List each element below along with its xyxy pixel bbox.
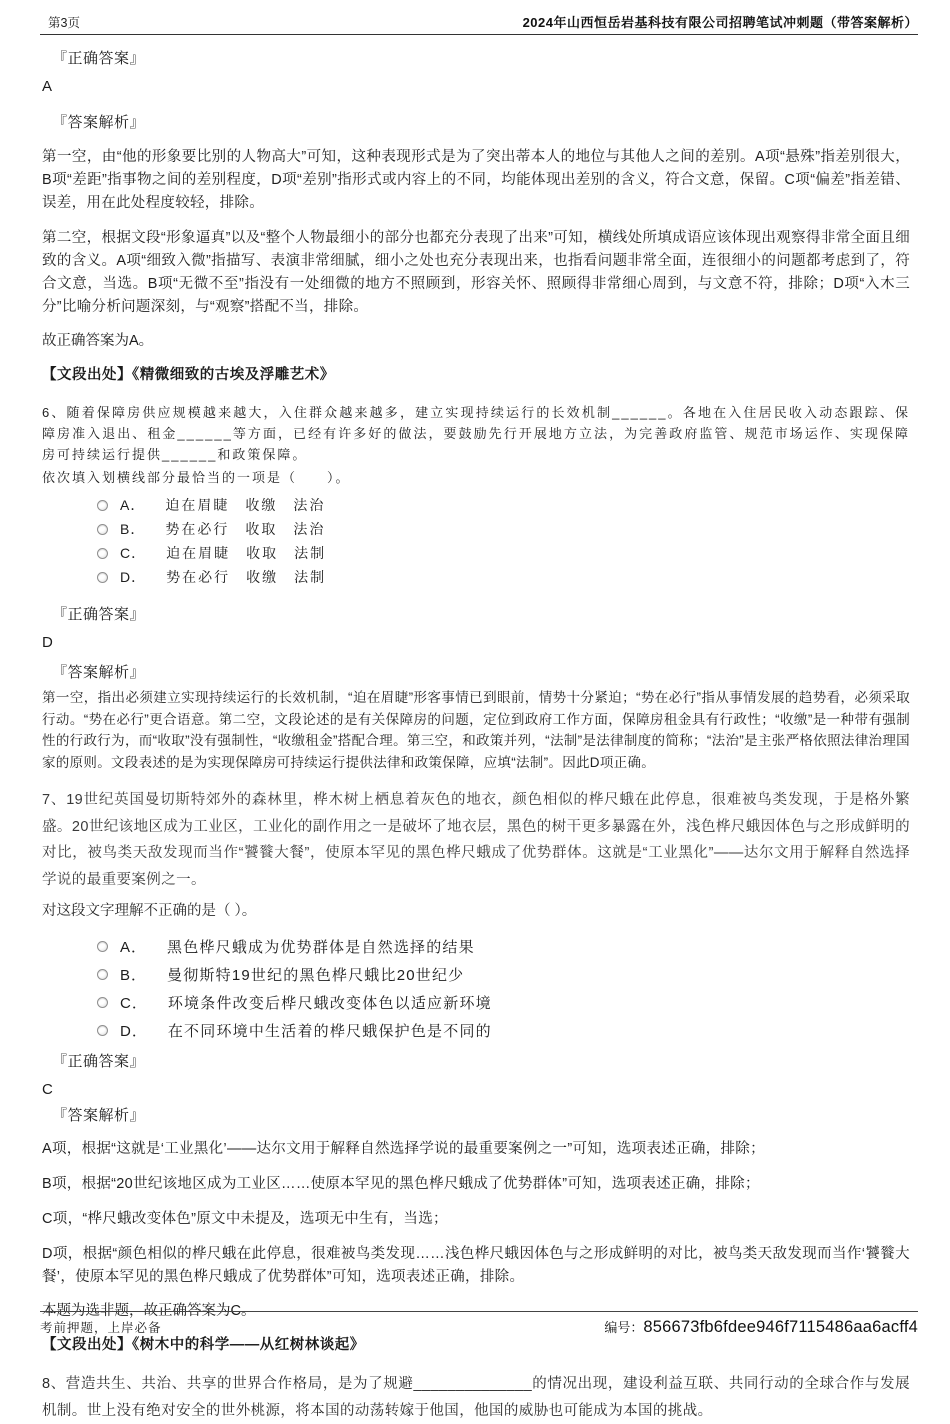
radio-button[interactable]: [97, 500, 108, 511]
analysis-paragraph: 第二空，根据文段“形象逼真”以及“整个人物最细小的部分也都充分表现了出来”可知，横线处所填成语应该体现出观察得非常全面且细致的含义。A项“细致入微”指描写、表演非常细腻，细小之处也充分表现出来，也指看问题非常全面，连很细小的问题都考虑到了，符合文意，当选。B项“无微不至”指没有一处细微的地方不照顾到，形容关怀、照顾得非常细心周到，与文意不符，排除；D项“入木三分”比喻分析问题深刻，与“观察”搭配不当，排除。: [42, 230, 910, 315]
option-row-c[interactable]: [42, 541, 910, 565]
option-row-d[interactable]: [42, 1016, 910, 1044]
option-row-b[interactable]: [42, 517, 910, 541]
options-list: [42, 932, 910, 1044]
page-content: [0, 49, 950, 1424]
correct-answer-label: 『正确答案』: [52, 1053, 146, 1070]
option-text: 迫在眉睫 收取 法制: [166, 545, 327, 561]
question-stem: 8、营造共生、共治、共享的世界合作格局，是为了规避______________的情况出现，建设利益互联、共同行动的全球合作与发展机制。世上没有绝对安全的世外桃源，将本国的动荡转嫁于他国，他国的威胁也可能成为本国的挑战。: [42, 1376, 910, 1419]
analysis-label: 『答案解析』: [52, 664, 146, 681]
question-prompt: 对这段文字理解不正确的是（ ）。: [42, 903, 257, 919]
option-text: 曼彻斯特19世纪的黑色桦尺蛾比20世纪少: [167, 966, 465, 984]
option-row-b[interactable]: [42, 960, 910, 988]
radio-button[interactable]: [97, 572, 108, 583]
analysis-label: 『答案解析』: [52, 114, 146, 131]
page-header: [40, 0, 918, 35]
question-8-section: [42, 1371, 910, 1424]
conclusion-text: 故正确答案为A。: [42, 333, 154, 349]
question-7-section: [42, 787, 910, 1357]
options-list: [42, 493, 910, 589]
option-text: 黑色桦尺蛾成为优势群体是自然选择的结果: [167, 938, 475, 956]
radio-button[interactable]: [97, 1025, 108, 1036]
conclusion-text: 本题为选非题，故正确答案为C。: [42, 1303, 256, 1319]
radio-button[interactable]: [97, 548, 108, 559]
analysis-paragraph: A项，根据“这就是‘工业黑化’——达尔文用于解释自然选择学说的最重要案例之一”可知，选项表述正确，排除；: [42, 1141, 765, 1157]
question-6-section: [42, 402, 910, 773]
answer-section-q5: [42, 49, 910, 387]
radio-button[interactable]: [97, 941, 108, 952]
correct-answer-label: 『正确答案』: [52, 50, 146, 67]
passage-source: 【文段出处】《精微细致的古埃及浮雕艺术》: [42, 367, 335, 383]
option-text: 势在必行 收取 法治: [165, 521, 326, 537]
option-text: 在不同环境中生活着的桦尺蛾保护色是不同的: [167, 1022, 492, 1040]
option-label: C．: [120, 994, 148, 1012]
option-label: B．: [120, 966, 148, 984]
analysis-label: 『答案解析』: [52, 1107, 146, 1124]
page-number: 第3页: [48, 16, 80, 30]
option-row-a[interactable]: [42, 493, 910, 517]
document-title: 2024年山西恒岳岩基科技有限公司招聘笔试冲刺题（带答案解析）: [522, 15, 918, 30]
analysis-paragraph: C项，“桦尺蛾改变体色”原文中未提及，选项无中生有，当选；: [42, 1211, 448, 1227]
option-row-d[interactable]: [42, 565, 910, 589]
correct-answer-label: 『正确答案』: [52, 606, 146, 623]
question-prompt: 依次填入划横线部分最恰当的一项是（ ）。: [42, 470, 351, 485]
footer-slogan: 考前押题，上岸必备: [40, 1321, 162, 1335]
correct-answer-value: C: [42, 1081, 53, 1098]
document-code: [604, 1317, 918, 1337]
radio-button[interactable]: [97, 969, 108, 980]
option-text: 势在必行 收缴 法制: [166, 569, 327, 585]
passage-source: 【文段出处】《树木中的科学——从红树林谈起》: [42, 1337, 365, 1353]
analysis-paragraph: D项，根据“颜色相似的桦尺蛾在此停息，很难被鸟类发现……浅色桦尺蛾因体色与之形成鲜明的对比，被鸟类天敌发现而当作‘饕餮大餐’，使原本罕见的黑色桦尺蛾成了优势群体”可知，选项表述正确，排除。: [42, 1246, 910, 1285]
analysis-paragraph: 第一空，指出必须建立实现持续运行的长效机制，“迫在眉睫”形客事情已到眼前，情势十分紧迫；“势在必行”指从事情发展的趋势看，必须采取行动。“势在必行”更合语意。第二空，文段论述的是有关保障房的问题，定位到政府工作方面，保障房租金具有行政性；“收缴”是一种带有强制性的行政行为，而“收取”没有强制性，“收缴租金”搭配合理。第三空，和政策并列，“法制”是法律制度的简称；“法治”是主张严格依照法律治理国家的原则。文段表述的是为实现保障房可持续运行提供法律和政策保障，应填“法制”。因此D项正确。: [42, 690, 910, 770]
page-footer: [40, 1311, 918, 1337]
radio-button[interactable]: [97, 997, 108, 1008]
option-row-c[interactable]: [42, 988, 910, 1016]
radio-button[interactable]: [97, 524, 108, 535]
option-label: A．: [120, 938, 148, 956]
question-stem: 6、随着保障房供应规模越来越大，入住群众越来越多，建立实现持续运行的长效机制______。各地在入住居民收入动态跟踪、保障房准入退出、租金______等方面，已经有许多好的做法，要鼓励先行开展地方立法，为完善政府监管、规范市场运作、实现保障房可持续运行提供______和政策保障。: [42, 405, 910, 462]
document-code-value: 856673fb6fdee946f7115486aa6acff4: [643, 1318, 918, 1336]
analysis-paragraph: B项，根据“20世纪该地区成为工业区……使原本罕见的黑色桦尺蛾成了优势群体”可知，选项表述正确，排除；: [42, 1176, 760, 1192]
option-label: A．: [120, 497, 146, 513]
option-text: 迫在眉睫 收缴 法治: [165, 497, 326, 513]
correct-answer-value: A: [42, 78, 53, 95]
option-row-a[interactable]: [42, 932, 910, 960]
option-label: C．: [120, 545, 147, 561]
option-label: B．: [120, 521, 146, 537]
option-text: 环境条件改变后桦尺蛾改变体色以适应新环境: [167, 994, 492, 1012]
option-label: D．: [120, 569, 147, 585]
correct-answer-value: D: [42, 634, 53, 651]
analysis-paragraph: 第一空，由“他的形象要比别的人物高大”可知，这种表现形式是为了突出蒂本人的地位与其他人之间的差别。A项“悬殊”指差别很大，B项“差距”指事物之间的差别程度，D项“差别”指形式或内容上的不同，均能体现出差别的含义，符合文意，保留。C项“偏差”指差错、误差，用在此处程度较轻，排除。: [42, 149, 910, 211]
option-label: D．: [120, 1022, 148, 1040]
document-code-label: 编号：: [604, 1320, 644, 1335]
question-stem: 7、19世纪英国曼切斯特郊外的森林里，桦木树上栖息着灰色的地衣，颜色相似的桦尺蛾在此停息，很难被鸟类发现，于是格外繁盛。20世纪该地区成为工业区，工业化的副作用之一是破坏了地衣层，黑色的树干更多暴露在外，浅色桦尺蛾因体色与之形成鲜明的对比，被鸟类天敌发现而当作“饕餮大餐”，使原本罕见的黑色桦尺蛾成了优势群体。这就是“工业黑化”——达尔文用于解释自然选择学说的最重要案例之一。: [42, 792, 910, 888]
